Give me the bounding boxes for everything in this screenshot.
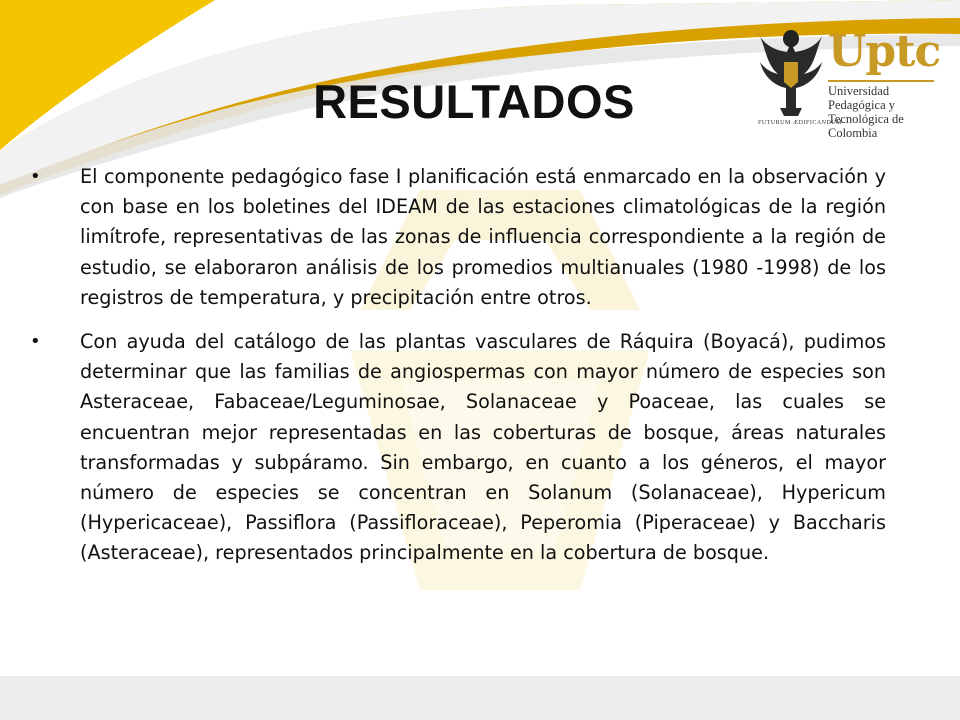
slide-title: RESULTADOS (313, 75, 635, 128)
footer-band (0, 676, 960, 720)
logo-subtitle-line2: Tecnológica de Colombia (828, 112, 904, 140)
bullet-item (30, 327, 886, 569)
logo-wordmark: Uptc (828, 26, 941, 77)
bullet-text: El componente pedagógico fase I planificación está enmarcado en la observación y con base en los boletines del IDEAM de las estaciones climatológicas de la región limítrofe, representativas de las zonas de influencia correspondiente a la región de estudio, se elaboraron análisis de los promedios multianuales (1980 -1998) de los registros de temperatura, y precipitación entre otros. (80, 165, 886, 309)
logo-motto: FUTURUM ÆDIFICANDUM (758, 120, 843, 126)
bullet-icon: • (30, 331, 41, 353)
bullet-icon: • (30, 166, 41, 187)
bullet-item (30, 162, 886, 313)
bullet-text: Con ayuda del catálogo de las plantas vasculares de Ráquira (Boyacá), pudimos determinar que las familias de angiospermas con mayor número de especies son Asteraceae, Fabaceae/Leguminosae, Solanaceae y Poaceae, las cuales se encuentran mejor representadas en las coberturas de bosque, áreas naturales transformadas y subpáramo. Sin embargo, en cuanto a los géneros, el mayor número de especies se concentran en Solanum (Solanaceae), Hypericum (Hypericaceae), Passiflora (Passifloraceae), Peperomia (Piperaceae) y Baccharis (Asteraceae), representados principalmente en la cobertura de bosque. (80, 330, 886, 565)
bullet-list (30, 162, 886, 583)
logo-subtitle-line1: Universidad Pedagógica y (828, 84, 895, 112)
